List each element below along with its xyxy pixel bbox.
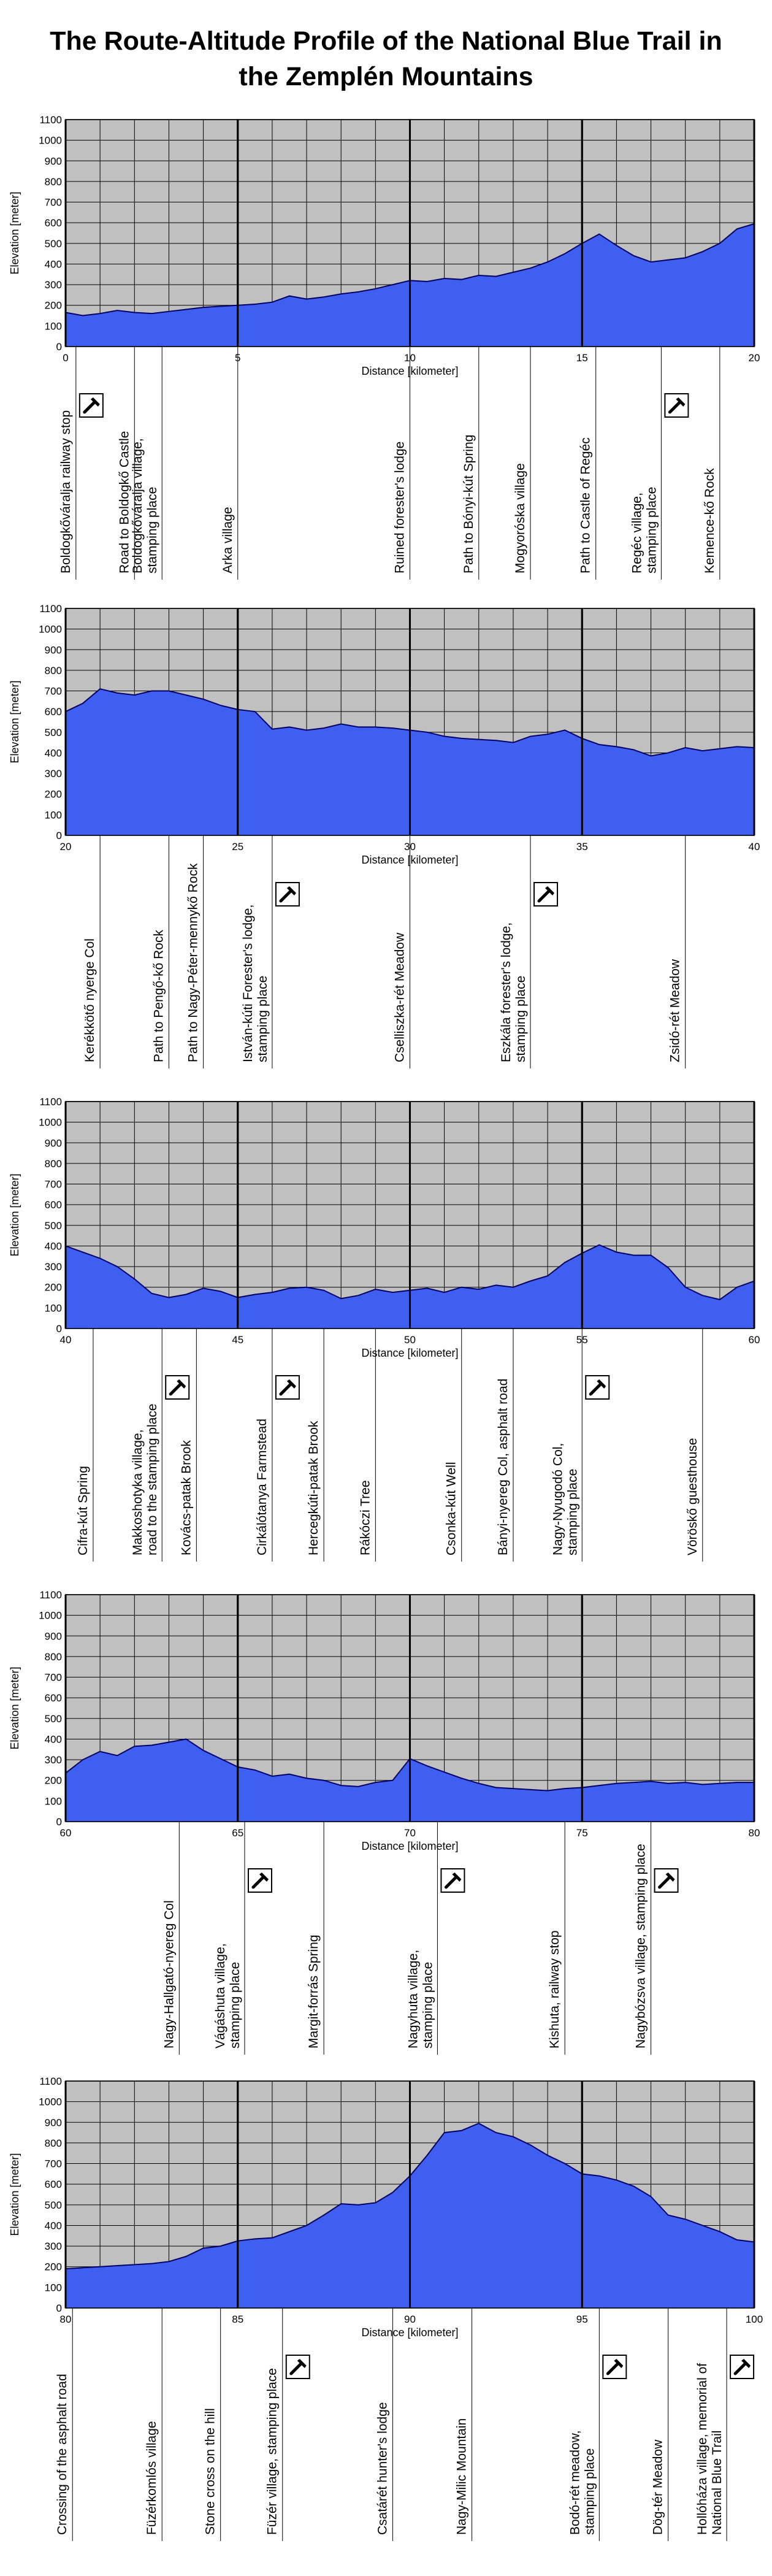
location-label: [131, 438, 159, 573]
location-label: [186, 863, 201, 1062]
location-label: [406, 1950, 435, 2049]
location-label-line: Path to Nagy-Péter-mennykő Rock: [186, 863, 201, 1062]
y-tick-label: 1100: [39, 1589, 62, 1601]
y-tick-label: 600: [44, 1199, 62, 1211]
x-tick-label: 45: [232, 1334, 244, 1346]
location-label-line: Path to Pengő-kő Rock: [151, 930, 166, 1062]
x-tick-label: 30: [404, 841, 416, 853]
title-line-1: The Route-Altitude Profile of the National Blue Trail in: [50, 26, 722, 56]
location-marker: [241, 835, 299, 1068]
location-label-line: Boldogkőváralja village,: [131, 438, 145, 573]
stamp-icon: [286, 2355, 310, 2379]
location-label: [462, 435, 476, 573]
y-tick-label: 0: [56, 830, 62, 841]
location-marker: [568, 2308, 626, 2541]
y-tick-label: 500: [44, 2199, 62, 2211]
x-axis-label: Distance [kilometer]: [361, 1840, 459, 1852]
x-tick-label: 20: [59, 841, 72, 853]
location-marker: [668, 835, 686, 1068]
y-tick-label: 1100: [39, 1096, 62, 1108]
y-tick-label: 700: [44, 1671, 62, 1684]
location-label-line: stamping place: [227, 1961, 242, 2049]
y-tick-label: 400: [44, 2220, 62, 2232]
location-label-line: Hollóháza village, memorial of: [695, 2363, 710, 2535]
location-marker: [499, 835, 557, 1068]
location-label-line: Crossing of the asphalt road: [55, 2374, 70, 2535]
x-axis-label: Distance [kilometer]: [361, 854, 459, 866]
location-marker: [255, 1328, 299, 1562]
x-tick-label: 80: [748, 1827, 760, 1839]
location-label-line: Füzérkomlós village: [145, 2421, 159, 2535]
location-marker: [548, 1822, 565, 2055]
y-tick-label: 100: [44, 2282, 62, 2294]
location-label: [393, 442, 407, 573]
y-tick-label: 500: [44, 237, 62, 250]
stamp-icon: [665, 394, 688, 417]
y-axis-label: Elevation [meter]: [9, 1666, 21, 1750]
location-label-line: Eszkála forester's lodge,: [499, 922, 514, 1062]
y-tick-label: 800: [44, 2137, 62, 2149]
location-label-line: stamping place: [583, 2448, 597, 2535]
location-marker: [651, 2308, 668, 2541]
x-tick-label: 60: [748, 1334, 760, 1346]
y-tick-label: 0: [56, 1816, 62, 1828]
y-tick-label: 200: [44, 1281, 62, 1294]
location-label: [393, 932, 407, 1062]
y-tick-label: 600: [44, 1692, 62, 1704]
y-tick-label: 200: [44, 2261, 62, 2273]
x-tick-label: 65: [232, 1827, 244, 1839]
location-marker: [445, 1328, 462, 1562]
location-label-line: Boldogkőváralja railway stop: [58, 410, 73, 573]
y-tick-label: 700: [44, 1178, 62, 1190]
location-label: [255, 1419, 269, 1555]
y-tick-label: 800: [44, 175, 62, 188]
location-label: [548, 1930, 562, 2049]
location-marker: [496, 1328, 513, 1562]
location-label: [213, 1943, 242, 2049]
location-label: [695, 2363, 724, 2535]
y-tick-label: 400: [44, 258, 62, 270]
location-label-line: Regéc village,: [630, 493, 644, 573]
stamp-icon: [248, 1869, 272, 1892]
x-tick-label: 75: [576, 1827, 588, 1839]
y-tick-label: 700: [44, 2158, 62, 2170]
stamp-icon: [441, 1869, 464, 1892]
location-label: [266, 2368, 280, 2535]
y-tick-label: 900: [44, 2117, 62, 2129]
location-label-line: Dög-tér Meadow: [651, 2439, 665, 2535]
y-tick-label: 100: [44, 1795, 62, 1807]
y-tick-label: 200: [44, 1774, 62, 1787]
location-label-line: Nagy-Nyugodó Col,: [551, 1443, 565, 1555]
y-tick-label: 0: [56, 341, 62, 353]
stamp-icon: [603, 2355, 626, 2379]
location-marker: [462, 347, 479, 580]
y-tick-label: 200: [44, 299, 62, 312]
profile-chart-1: [9, 114, 760, 580]
location-label: [455, 2418, 469, 2535]
location-label-line: stamping place: [145, 486, 160, 573]
location-label-line: Cirkálótanya Farmstead: [254, 1419, 269, 1555]
location-label: [668, 959, 682, 1062]
location-label: [204, 2408, 218, 2535]
location-label: [83, 938, 97, 1062]
y-tick-label: 200: [44, 788, 62, 800]
location-label-line: stamping place: [644, 486, 659, 573]
location-label: [117, 431, 131, 573]
location-marker: [220, 347, 241, 580]
y-tick-label: 300: [44, 1754, 62, 1766]
y-tick-label: 300: [44, 1261, 62, 1273]
location-label-line: Ruined forester's lodge: [392, 441, 407, 573]
location-marker: [162, 1822, 179, 2055]
y-tick-label: 700: [44, 196, 62, 209]
location-label-line: road to the stamping place: [145, 1403, 160, 1555]
stamp-icon: [80, 394, 103, 417]
y-tick-label: 800: [44, 664, 62, 677]
y-tick-label: 900: [44, 1630, 62, 1643]
location-label: [579, 437, 593, 573]
y-tick-label: 100: [44, 320, 62, 332]
y-tick-label: 1100: [39, 114, 62, 126]
location-label: [513, 463, 527, 573]
location-label-line: stamping place: [514, 975, 529, 1062]
location-marker: [76, 1328, 93, 1562]
location-marker: [307, 1822, 324, 2055]
location-label: [568, 2431, 597, 2535]
location-label-line: Kovács-patak Brook: [179, 1440, 194, 1555]
location-label-line: Kemence-kő Rock: [702, 468, 717, 573]
x-axis-label: Distance [kilometer]: [361, 1347, 459, 1359]
location-marker: [59, 347, 103, 580]
y-axis-label: Elevation [meter]: [9, 680, 21, 764]
y-tick-label: 800: [44, 1157, 62, 1170]
location-label-line: Road to Boldogkő Castle: [117, 431, 132, 573]
location-label: [179, 1440, 193, 1555]
y-tick-label: 300: [44, 768, 62, 780]
y-tick-label: 700: [44, 685, 62, 697]
location-marker: [695, 2308, 754, 2541]
y-tick-label: 600: [44, 2179, 62, 2191]
y-tick-label: 900: [44, 1137, 62, 1149]
location-marker: [686, 1328, 703, 1562]
location-label-line: István-kúti Forester's lodge,: [240, 904, 255, 1062]
y-tick-label: 600: [44, 217, 62, 229]
profile-chart-3: [9, 1096, 760, 1562]
x-tick-label: 70: [404, 1827, 416, 1839]
location-marker: [307, 1328, 324, 1562]
y-tick-label: 100: [44, 1302, 62, 1314]
location-label-line: Kishuta, railway stop: [548, 1930, 562, 2049]
location-marker: [186, 835, 204, 1068]
stamp-icon: [586, 1376, 609, 1399]
location-marker: [179, 1328, 196, 1562]
x-tick-label: 40: [59, 1334, 72, 1346]
location-marker: [131, 347, 162, 580]
location-marker: [513, 347, 530, 580]
location-marker: [83, 835, 100, 1068]
location-label: [651, 2439, 665, 2535]
location-label: [445, 1462, 459, 1556]
x-tick-label: 40: [748, 841, 760, 853]
location-label: [630, 487, 659, 573]
location-label-line: Nagy-Hallgató-nyereg Col: [162, 1900, 177, 2049]
y-tick-label: 1000: [39, 134, 62, 147]
location-label-line: Nagy-Milic Mountain: [454, 2418, 469, 2535]
location-marker: [204, 2308, 221, 2541]
x-tick-label: 5: [235, 352, 241, 364]
x-tick-label: 50: [404, 1334, 416, 1346]
location-label-line: Arka village: [220, 507, 235, 573]
location-label-line: Path to Bónyi-kút Spring: [461, 434, 476, 573]
location-label-line: Zsidó-rét Meadow: [668, 959, 682, 1062]
location-marker: [634, 1822, 678, 2055]
x-tick-label: 95: [576, 2313, 588, 2325]
location-label: [499, 922, 528, 1062]
y-tick-label: 1100: [39, 603, 62, 615]
y-tick-label: 400: [44, 1240, 62, 1252]
location-marker: [551, 1328, 609, 1562]
stamp-icon: [730, 2355, 754, 2379]
stamp-icon: [276, 1376, 299, 1399]
location-label: [496, 1379, 510, 1555]
location-label-line: Csonka-kút Well: [444, 1462, 459, 1555]
profile-chart-5: [9, 2076, 763, 2541]
y-tick-label: 500: [44, 1219, 62, 1232]
location-marker: [55, 2308, 72, 2541]
y-tick-label: 1000: [39, 1609, 62, 1622]
location-label: [55, 2374, 69, 2535]
location-label: [375, 2402, 389, 2535]
location-marker: [358, 1328, 375, 1562]
x-tick-label: 55: [576, 1334, 588, 1346]
location-label-line: Margit-forrás Spring: [307, 1934, 321, 2049]
location-label: [221, 507, 235, 573]
location-label: [703, 468, 717, 573]
location-label: [162, 1900, 176, 2049]
location-label-line: Cselliszka-rét Meadow: [392, 932, 407, 1062]
x-tick-label: 85: [232, 2313, 244, 2325]
y-tick-label: 900: [44, 155, 62, 167]
location-label: [551, 1443, 579, 1555]
x-axis-label: Distance [kilometer]: [361, 365, 459, 377]
stamp-icon: [276, 883, 299, 906]
location-label-line: Makkoshotyka village,: [131, 1429, 145, 1555]
y-tick-label: 800: [44, 1650, 62, 1663]
location-marker: [393, 835, 410, 1068]
location-label: [76, 1466, 90, 1555]
y-tick-label: 1100: [39, 2076, 62, 2087]
location-marker: [703, 347, 720, 580]
location-label-line: Kerékkötő nyerge Col: [83, 938, 97, 1062]
y-tick-label: 1000: [39, 1116, 62, 1129]
location-label: [358, 1480, 372, 1555]
x-tick-label: 10: [404, 352, 416, 364]
location-label-line: National Blue Trail: [710, 2430, 725, 2535]
location-label: [634, 1844, 648, 2049]
title-line-2: the Zemplén Mountains: [239, 62, 533, 91]
location-label-line: Hercegkúti-patak Brook: [307, 1420, 321, 1555]
location-marker: [455, 2308, 472, 2541]
x-tick-label: 20: [748, 352, 760, 364]
y-tick-label: 100: [44, 809, 62, 821]
location-label: [59, 410, 73, 573]
location-label-line: Vágáshuta village,: [213, 1943, 227, 2049]
y-axis-label: Elevation [meter]: [9, 2153, 21, 2236]
y-axis-label: Elevation [meter]: [9, 1173, 21, 1257]
x-tick-label: 90: [404, 2313, 416, 2325]
x-tick-label: 15: [576, 352, 588, 364]
location-marker: [579, 347, 596, 580]
location-label: [307, 1420, 321, 1555]
location-label-line: Bodó-rét meadow,: [568, 2430, 583, 2535]
location-label: [145, 2421, 159, 2535]
location-label-line: Nagyhuta village,: [406, 1949, 421, 2049]
y-tick-label: 400: [44, 747, 62, 759]
location-label: [241, 905, 270, 1062]
location-marker: [630, 347, 688, 580]
location-marker: [266, 2308, 310, 2541]
location-label-line: Csatárét hunter's lodge: [375, 2402, 390, 2535]
location-label-line: Nagybózsva village, stamping place: [633, 1844, 648, 2049]
location-label-line: Vöröskő guesthouse: [685, 1438, 700, 1555]
location-label: [151, 930, 166, 1062]
location-label-line: Cifra-kút Spring: [75, 1466, 90, 1555]
profile-chart-2: [9, 603, 760, 1068]
location-label-line: stamping place: [421, 1961, 435, 2049]
x-tick-label: 80: [59, 2313, 72, 2325]
profile-chart-4: [9, 1589, 760, 2055]
location-label: [686, 1438, 700, 1555]
y-tick-label: 500: [44, 726, 62, 738]
y-tick-label: 500: [44, 1712, 62, 1725]
x-axis-label: Distance [kilometer]: [361, 2326, 459, 2339]
x-tick-label: 35: [576, 841, 588, 853]
location-marker: [406, 1822, 464, 2055]
stamp-icon: [534, 883, 557, 906]
location-marker: [213, 1822, 272, 2055]
location-marker: [145, 2308, 162, 2541]
location-label: [131, 1404, 159, 1556]
location-label-line: Rákóczi Tree: [358, 1480, 373, 1555]
stamp-icon: [166, 1376, 189, 1399]
location-label-line: Mogyoróska village: [513, 463, 528, 573]
location-label-line: Bányi-nyereg Col, asphalt road: [495, 1378, 510, 1555]
y-axis-label: Elevation [meter]: [9, 191, 21, 275]
y-tick-label: 0: [56, 1323, 62, 1335]
location-marker: [151, 835, 169, 1068]
y-tick-label: 900: [44, 644, 62, 656]
y-tick-label: 1000: [39, 2096, 62, 2108]
y-tick-label: 400: [44, 1733, 62, 1746]
x-tick-label: 100: [745, 2313, 763, 2325]
x-tick-label: 0: [63, 352, 69, 364]
stamp-icon: [655, 1869, 678, 1892]
location-label-line: Stone cross on the hill: [203, 2408, 218, 2535]
location-marker: [393, 347, 410, 580]
y-tick-label: 300: [44, 2241, 62, 2253]
location-marker: [375, 2308, 392, 2541]
y-tick-label: 1000: [39, 623, 62, 635]
location-label-line: stamping place: [255, 975, 270, 1062]
x-tick-label: 25: [232, 841, 244, 853]
location-label-line: stamping place: [565, 1468, 580, 1555]
location-label-line: Path to Castle of Regéc: [578, 437, 593, 573]
location-label: [307, 1934, 321, 2049]
location-label-line: Füzér village, stamping place: [265, 2368, 280, 2535]
y-tick-label: 0: [56, 2302, 62, 2314]
y-tick-label: 600: [44, 706, 62, 718]
x-tick-label: 60: [59, 1827, 72, 1839]
y-tick-label: 300: [44, 279, 62, 291]
